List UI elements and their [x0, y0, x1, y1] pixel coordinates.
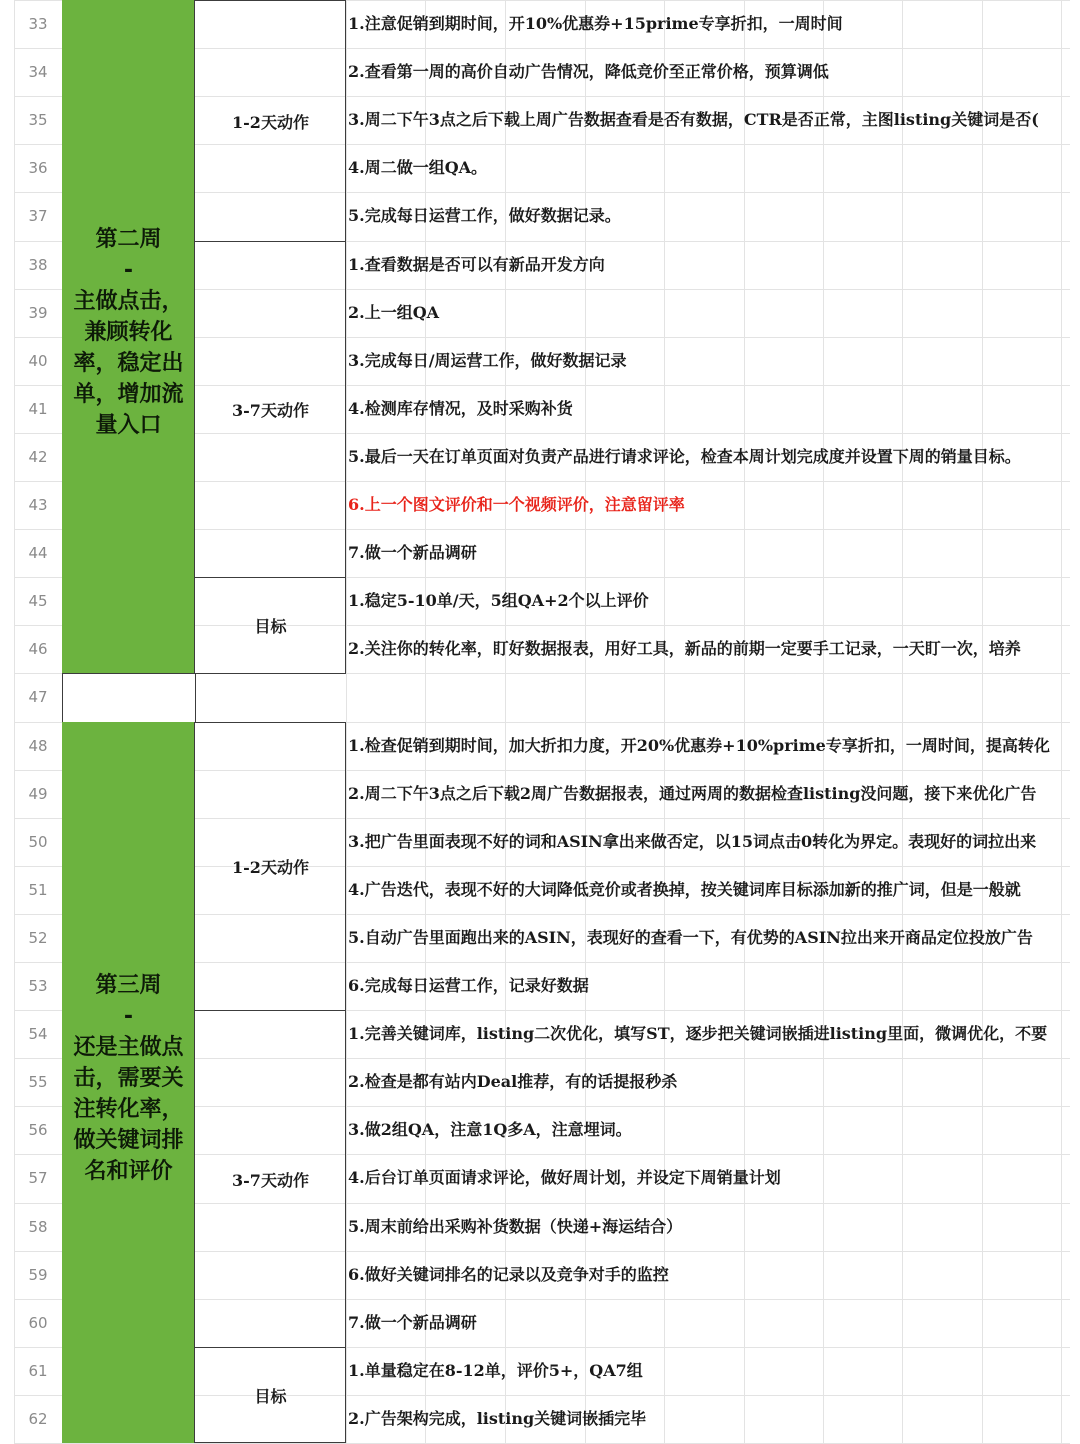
row-number[interactable]: 46 — [28, 640, 48, 658]
task-cell[interactable]: 5.自动广告里面跑出来的ASIN，表现好的查看一下，有优势的ASIN拉出来开商品定位投放广告 — [348, 928, 1033, 947]
row-number[interactable]: 55 — [28, 1073, 48, 1091]
row-number[interactable]: 47 — [28, 688, 48, 706]
task-cell[interactable]: 2.周二下午3点之后下载2周广告数据报表，通过两周的数据检查listing没问题，接下来优化广告 — [348, 784, 1037, 803]
section-divider — [195, 241, 346, 242]
task-cell[interactable]: 2.关注你的转化率，盯好数据报表，用好工具，新品的前期一定要手工记录，一天盯一次，培养 — [348, 639, 1021, 658]
row-number[interactable]: 33 — [28, 15, 48, 33]
row-number[interactable]: 52 — [28, 929, 48, 947]
task-cell[interactable]: 7.做一个新品调研 — [348, 1313, 477, 1332]
section-cell[interactable] — [195, 0, 346, 241]
row-number[interactable]: 45 — [28, 592, 48, 610]
row-number[interactable]: 61 — [28, 1362, 48, 1380]
section-label: 3-7天动作 — [232, 401, 309, 420]
row-number[interactable]: 44 — [28, 544, 48, 562]
row-number[interactable]: 38 — [28, 256, 48, 274]
week-cell-2[interactable] — [62, 0, 195, 673]
row-number[interactable]: 41 — [28, 400, 48, 418]
task-cell[interactable]: 2.查看第一周的高价自动广告情况，降低竞价至正常价格，预算调低 — [348, 62, 829, 81]
task-cell[interactable]: 5.最后一天在订单页面对负责产品进行请求评论，检查本周计划完成度并设置下周的销量目标。 — [348, 447, 1021, 466]
row-number[interactable]: 58 — [28, 1218, 48, 1236]
task-cell[interactable]: 1.稳定5-10单/天，5组QA+2个以上评价 — [348, 591, 649, 610]
task-cell[interactable]: 1.完善关键词库，listing二次优化，填写ST，逐步把关键词嵌插进listing里面，微调优化，不要 — [348, 1024, 1048, 1043]
task-cell[interactable]: 5.完成每日运营工作，做好数据记录。 — [348, 206, 621, 225]
section-divider — [195, 0, 346, 1]
task-cell[interactable]: 4.广告迭代，表现不好的大词降低竞价或者换掉，按关键词库目标添加新的推广词，但是一般就 — [348, 880, 1021, 899]
section-divider — [195, 1010, 346, 1011]
row-number[interactable]: 37 — [28, 207, 48, 225]
row-number[interactable]: 43 — [28, 496, 48, 514]
row-number[interactable]: 34 — [28, 63, 48, 81]
task-cell[interactable]: 6.做好关键词排名的记录以及竞争对手的监控 — [348, 1265, 669, 1284]
task-cell[interactable]: 6.完成每日运营工作，记录好数据 — [348, 976, 589, 995]
section-divider — [195, 1347, 346, 1348]
row-number[interactable]: 49 — [28, 785, 48, 803]
task-cell[interactable]: 4.周二做一组QA。 — [348, 158, 488, 177]
task-cell[interactable]: 3.把广告里面表现不好的词和ASIN拿出来做否定，以15词点击0转化为界定。表现好的词拉出来 — [348, 832, 1037, 851]
row-number[interactable]: 48 — [28, 737, 48, 755]
task-cell[interactable]: 2.广告架构完成，listing关键词嵌插完毕 — [348, 1409, 647, 1428]
row-number[interactable]: 62 — [28, 1410, 48, 1428]
section-label: 3-7天动作 — [232, 1170, 309, 1190]
cell-divider — [195, 674, 196, 722]
row-number[interactable]: 40 — [28, 352, 48, 370]
task-cell[interactable]: 4.检测库存情况，及时采购补货 — [348, 399, 573, 418]
task-cell[interactable]: 3.周二下午3点之后下载上周广告数据查看是否有数据，CTR是否正常，主图listing关键词是否( — [348, 110, 1039, 129]
task-cell[interactable]: 1.查看数据是否可以有新品开发方向 — [348, 255, 605, 274]
task-cell[interactable]: 5.周末前给出采购补货数据（快递+海运结合） — [348, 1217, 683, 1236]
viewport-edge — [1070, 0, 1080, 1443]
row-number[interactable]: 57 — [28, 1169, 48, 1187]
blank-row[interactable] — [62, 673, 346, 723]
row-number[interactable]: 56 — [28, 1121, 48, 1139]
week-cell-3[interactable] — [62, 722, 195, 1443]
task-cell[interactable] — [348, 673, 1070, 721]
task-cell[interactable]: 4.后台订单页面请求评论，做好周计划，并设定下周销量计划 — [348, 1168, 781, 1187]
task-cell[interactable]: 7.做一个新品调研 — [348, 543, 477, 562]
task-cell[interactable]: 6.上一个图文评价和一个视频评价，注意留评率 — [348, 495, 685, 514]
section-cell[interactable] — [195, 1347, 346, 1443]
section-cell[interactable] — [195, 1010, 346, 1347]
section-label: 目标 — [254, 1387, 287, 1406]
task-cell[interactable]: 1.单量稳定在8-12单，评价5+，QA7组 — [348, 1361, 643, 1380]
task-cell[interactable]: 3.做2组QA，注意1Q多A，注意埋词。 — [348, 1120, 632, 1139]
week-label: 第二周 - 主做点击， 兼顾转化 率，稳定出 单，增加流 量入口 — [73, 227, 184, 438]
week-label: 第三周 - 还是主做点 击，需要关 注转化率， 做关键词排 名和评价 — [73, 973, 184, 1184]
section-label: 目标 — [254, 617, 287, 636]
row-number[interactable]: 53 — [28, 977, 48, 995]
section-cell[interactable] — [195, 722, 346, 1010]
section-label: 1-2天动作 — [232, 858, 309, 877]
row-number[interactable]: 51 — [28, 881, 48, 899]
row-number[interactable]: 60 — [28, 1314, 48, 1332]
section-divider — [195, 673, 346, 674]
task-cell[interactable]: 3.完成每日/周运营工作，做好数据记录 — [348, 351, 627, 370]
section-cell[interactable] — [195, 577, 346, 673]
task-cell[interactable]: 1.检查促销到期时间，加大折扣力度，开20%优惠券+10%prime专享折扣，一周时间，提高转化 — [348, 736, 1050, 755]
row-number[interactable]: 42 — [28, 448, 48, 466]
task-cell[interactable]: 2.检查是都有站内Deal推荐，有的话提报秒杀 — [348, 1072, 678, 1091]
section-divider — [195, 722, 346, 723]
section-cell[interactable] — [195, 241, 346, 577]
row-number[interactable]: 50 — [28, 833, 48, 851]
section-divider — [195, 577, 346, 578]
row-number[interactable]: 36 — [28, 159, 48, 177]
task-cell[interactable]: 2.上一组QA — [348, 303, 440, 322]
row-number[interactable]: 54 — [28, 1025, 48, 1043]
column-gridline — [346, 0, 347, 1443]
row-number[interactable]: 39 — [28, 304, 48, 322]
row-number[interactable]: 59 — [28, 1266, 48, 1284]
row-number[interactable]: 35 — [28, 111, 48, 129]
task-cell[interactable]: 1.注意促销到期时间，开10%优惠券+15prime专享折扣，一周时间 — [348, 14, 843, 33]
section-label: 1-2天动作 — [232, 112, 309, 132]
